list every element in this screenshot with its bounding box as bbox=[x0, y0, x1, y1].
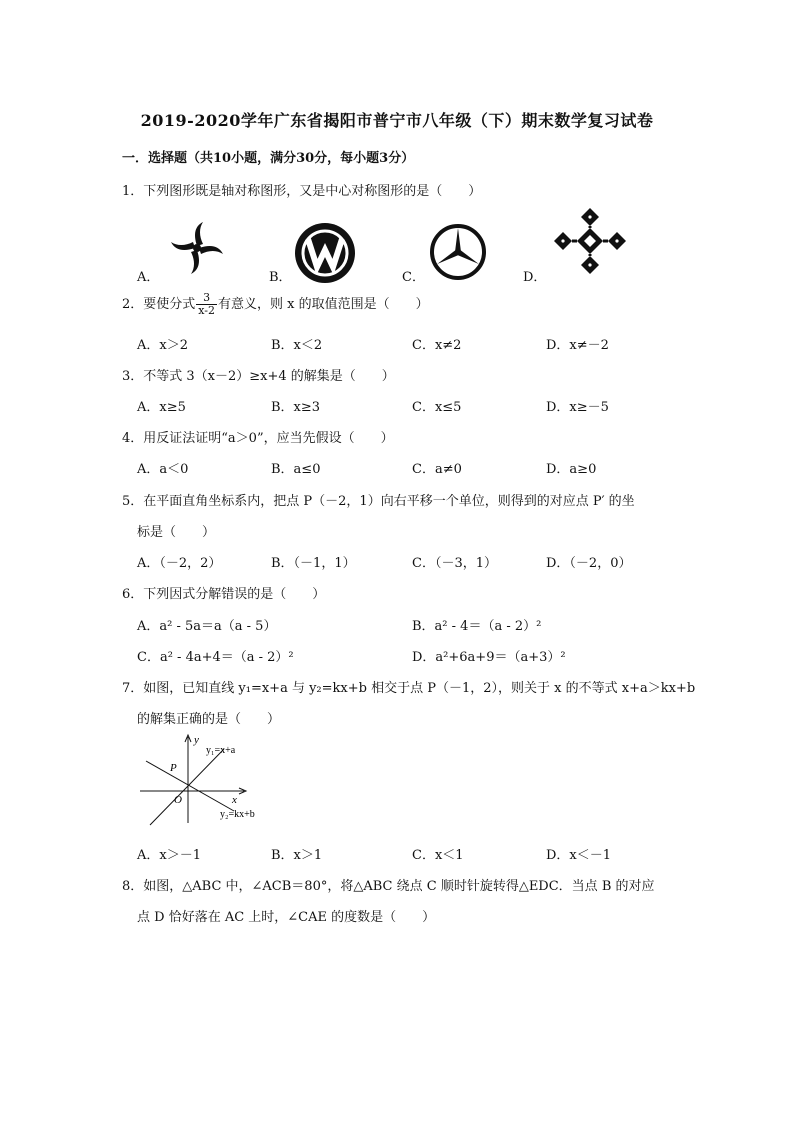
q7-origin-label: O bbox=[174, 794, 182, 806]
question-4-stem: 4．用反证法证明“a＞0”，应当先假设（ ） bbox=[122, 431, 394, 446]
q2-fraction-denominator: x-2 bbox=[198, 304, 216, 317]
q4-option-d: D．a≥0 bbox=[546, 462, 597, 477]
q6-option-a: A．a² - 5a＝a（a - 5） bbox=[137, 619, 277, 634]
question-3-stem: 3．不等式 3（x－2）≥x+4 的解集是（ ） bbox=[122, 369, 395, 384]
mercedes-logo-figure-icon bbox=[427, 222, 489, 282]
q5-option-d: D．（－2，0） bbox=[546, 556, 632, 571]
q2-fraction-numerator: 3 bbox=[196, 292, 217, 305]
q7-point-p-label: P bbox=[170, 762, 177, 774]
q1-option-c-label: C． bbox=[402, 270, 425, 285]
question-8-stem-line1: 8．如图，△ABC 中，∠ACB＝80°，将△ABC 绕点 C 顺时针旋转得△EDC．当点 B 的对应 bbox=[122, 879, 655, 894]
question-1-stem: 1．下列图形既是轴对称图形，又是中心对称图形的是（ ） bbox=[122, 184, 482, 199]
q7-option-b: B．x＞1 bbox=[271, 848, 323, 863]
q7-line2-label: y₂=kx+b bbox=[220, 809, 255, 820]
q4-option-a: A．a＜0 bbox=[137, 462, 189, 477]
q5-option-c: C．（－3，1） bbox=[412, 556, 497, 571]
question-6-stem: 6．下列因式分解错误的是（ ） bbox=[122, 587, 326, 602]
page-title: 2019-2020学年广东省揭阳市普宁市八年级（下）期末数学复习试卷 bbox=[140, 111, 654, 130]
q2-stem-prefix: 2．要使分式 bbox=[122, 297, 196, 312]
q7-y-axis-label: y bbox=[194, 734, 199, 746]
q1-option-d-label: D． bbox=[523, 270, 547, 285]
q6-option-c: C．a² - 4a+4＝（a - 2）² bbox=[137, 650, 294, 665]
q4-option-c: C．a≠0 bbox=[412, 462, 462, 477]
q3-option-d: D．x≥－5 bbox=[546, 400, 609, 415]
q2-option-b: B．x＜2 bbox=[271, 338, 323, 353]
question-7-stem-line2: 的解集正确的是（ ） bbox=[137, 712, 281, 727]
diamond-pattern-figure-icon bbox=[548, 204, 632, 278]
vw-logo-figure-icon bbox=[294, 222, 356, 284]
question-2-stem bbox=[122, 292, 429, 317]
q1-option-b-label: B． bbox=[269, 270, 292, 285]
question-5-stem-line2: 标是（ ） bbox=[137, 525, 216, 540]
question-5-stem-line1: 5．在平面直角坐标系内，把点 P（－2，1）向右平移一个单位，则得到的对应点 P′ 的坐 bbox=[122, 494, 635, 509]
q5-option-b: B．（－1，1） bbox=[271, 556, 356, 571]
q1-option-a-label: A． bbox=[137, 270, 160, 285]
q7-option-a: A．x＞－1 bbox=[137, 848, 201, 863]
q2-option-a: A．x＞2 bbox=[137, 338, 188, 353]
q6-option-b: B．a² - 4＝（a - 2）² bbox=[412, 619, 542, 634]
q7-option-d: D．x＜－1 bbox=[546, 848, 612, 863]
q7-option-c: C．x＜1 bbox=[412, 848, 464, 863]
q4-option-b: B．a≤0 bbox=[271, 462, 321, 477]
section-heading: 一．选择题（共10小题，满分30分，每小题3分） bbox=[122, 151, 415, 166]
pinwheel-figure-icon bbox=[166, 220, 228, 276]
question-7-stem-line1: 7．如图，已知直线 y₁=x+a 与 y₂=kx+b 相交于点 P（－1，2），则关于 x 的不等式 x+a＞kx+b bbox=[122, 681, 696, 696]
q7-line1-label: y₁=x+a bbox=[206, 745, 236, 756]
q3-option-b: B．x≥3 bbox=[271, 400, 321, 415]
q2-option-d: D．x≠－2 bbox=[546, 338, 609, 353]
q6-option-d: D．a²+6a+9＝（a+3）² bbox=[412, 650, 566, 665]
q3-option-a: A．x≥5 bbox=[137, 400, 186, 415]
q2-fraction bbox=[196, 292, 217, 317]
q3-option-c: C．x≤5 bbox=[412, 400, 462, 415]
question-8-stem-line2: 点 D 恰好落在 AC 上时，∠CAE 的度数是（ ） bbox=[137, 910, 436, 925]
q5-option-a: A．（－2，2） bbox=[137, 556, 222, 571]
q2-stem-suffix: 有意义，则 x 的取值范围是（ ） bbox=[218, 297, 429, 312]
q7-graph-figure bbox=[138, 733, 278, 833]
q7-x-axis-label: x bbox=[232, 794, 237, 806]
q2-option-c: C．x≠2 bbox=[412, 338, 462, 353]
